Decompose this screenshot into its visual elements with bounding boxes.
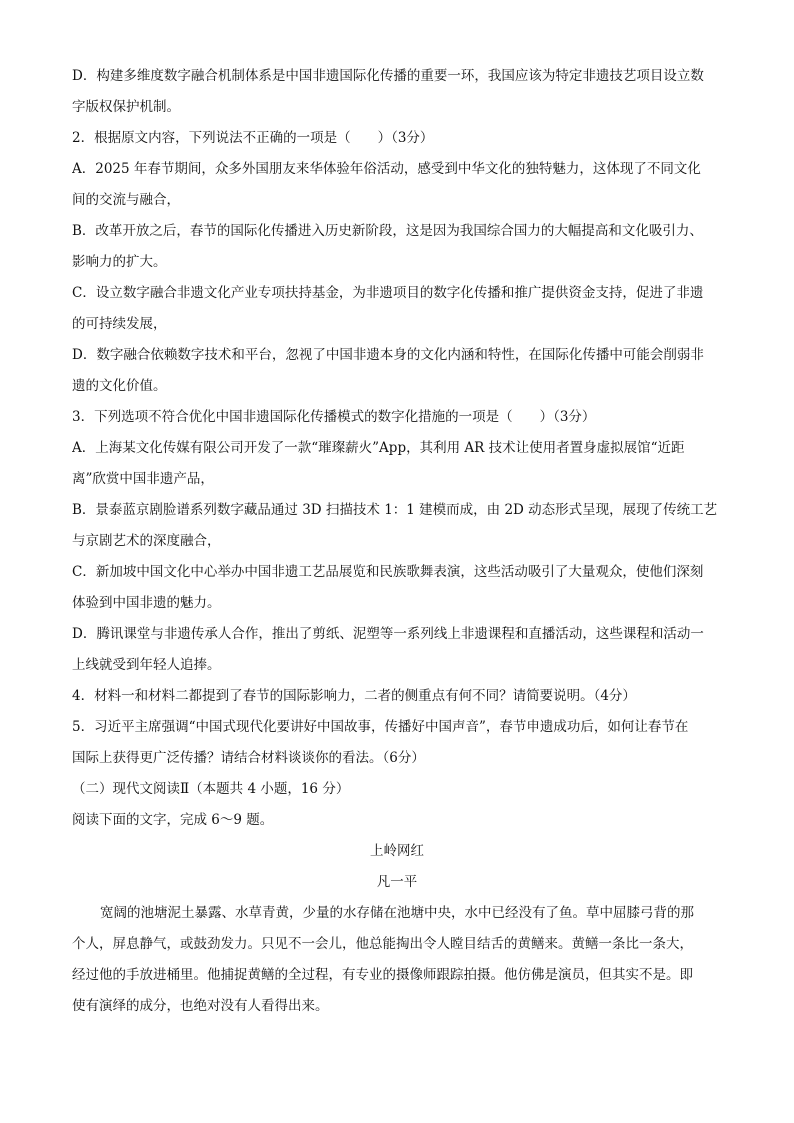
q2-option-b-line2: 影响力的扩大。 (72, 254, 167, 270)
q3-option-b-line2: 与京剧艺术的深度融合， (72, 533, 221, 549)
q3-option-a-line1: A．上海某文化传媒有限公司开发了一款“璀璨薪火”App，其利用 AR 技术让使用者置身虚拟展馆“近距 (72, 440, 685, 456)
question-5-line2: 国际上获得更广泛传播？请结合材料谈谈你的看法。（6分） (72, 750, 425, 766)
section-heading: （二）现代文阅读Ⅱ（本题共 4 小题，16 分） (72, 781, 350, 797)
q3-option-c-line1: C．新加坡中国文化中心举办中国非遗工艺品展览和民族歌舞表演，这些活动吸引了大量观众，使他们深刻 (72, 564, 704, 580)
q2-option-b-line1: B．改革开放之后，春节的国际化传播进入历史新阶段，这是因为我国综合国力的大幅提高和文化吸引力、 (72, 223, 703, 239)
q2-option-a-line2: 间的交流与融合， (72, 192, 180, 208)
reading-instruction: 阅读下面的文字，完成 6～9 题。 (72, 812, 274, 828)
q3-option-d-line2: 上线就受到年轻人追捧。 (72, 657, 221, 673)
q3-option-b-line1: B．景泰蓝京剧脸谱系列数字藏品通过 3D 扫描技术 1：1 建模而成，由 2D 动态形式呈现，展现了传统工艺 (72, 502, 718, 518)
q2-option-d-line1: D．数字融合依赖数字技术和平台，忽视了中国非遗本身的文化内涵和特性，在国际化传播中可能会削弱非 (72, 347, 704, 363)
q3-option-d-line1: D．腾讯课堂与非遗传承人合作，推出了剪纸、泥塑等一系列线上非遗课程和直播活动，这些课程和活动一 (72, 626, 704, 642)
q2-option-d-line2: 遗的文化价值。 (72, 378, 167, 394)
q2-option-c-line1: C．设立数字融合非遗文化产业专项扶持基金，为非遗项目的数字化传播和推广提供资金支持，促进了非遗 (72, 285, 704, 301)
passage-paragraph-line4: 使有演绎的成分，也绝对没有人看得出来。 (72, 998, 329, 1014)
question-4: 4．材料一和材料二都提到了春节的国际影响力，二者的侧重点有何不同？请简要说明。（4分） (72, 688, 636, 704)
q2-option-c-line2: 的可持续发展， (72, 316, 167, 332)
question-2: 2．根据原文内容，下列说法不正确的一项是（ ）（3分） (72, 130, 434, 146)
option-d-q1-line1: D．构建多维度数字融合机制体系是中国非遗国际化传播的重要一环，我国应该为特定非遗技艺项目设立数 (72, 68, 704, 84)
passage-paragraph-line3: 经过他的手放进桶里。他捕捉黄鳝的全过程，有专业的摄像师跟踪拍摄。他仿佛是演员，但其实不是。即 (72, 967, 693, 983)
question-5-line1: 5．习近平主席强调“中国式现代化要讲好中国故事，传播好中国声音”，春节申遗成功后，如何让春节在 (72, 719, 689, 735)
q2-option-a-line1: A．2025 年春节期间，众多外国朋友来华体验年俗活动，感受到中华文化的独特魅力，这体现了不同文化 (72, 161, 701, 177)
passage-author: 凡一平 (376, 874, 418, 890)
passage-title: 上岭网红 (370, 843, 424, 859)
q3-option-c-line2: 体验到中国非遗的魅力。 (72, 595, 221, 611)
passage-paragraph-line2: 个人，屏息静气，或鼓劲发力。只见不一会儿，他总能掏出令人瞠目结舌的黄鳝来。黄鳝一条比一条大， (72, 936, 693, 952)
passage-paragraph-line1: 宽阔的池塘泥土暴露、水草青黄，少量的水存储在池塘中央，水中已经没有了鱼。草中屈膝弓背的那 (100, 905, 694, 921)
question-3: 3．下列选项不符合优化中国非遗国际化传播模式的数字化措施的一项是（ ）（3分） (72, 409, 596, 425)
q3-option-a-line2: 离”欣赏中国非遗产品， (72, 471, 214, 487)
option-d-q1-line2: 字版权保护机制。 (72, 99, 180, 115)
